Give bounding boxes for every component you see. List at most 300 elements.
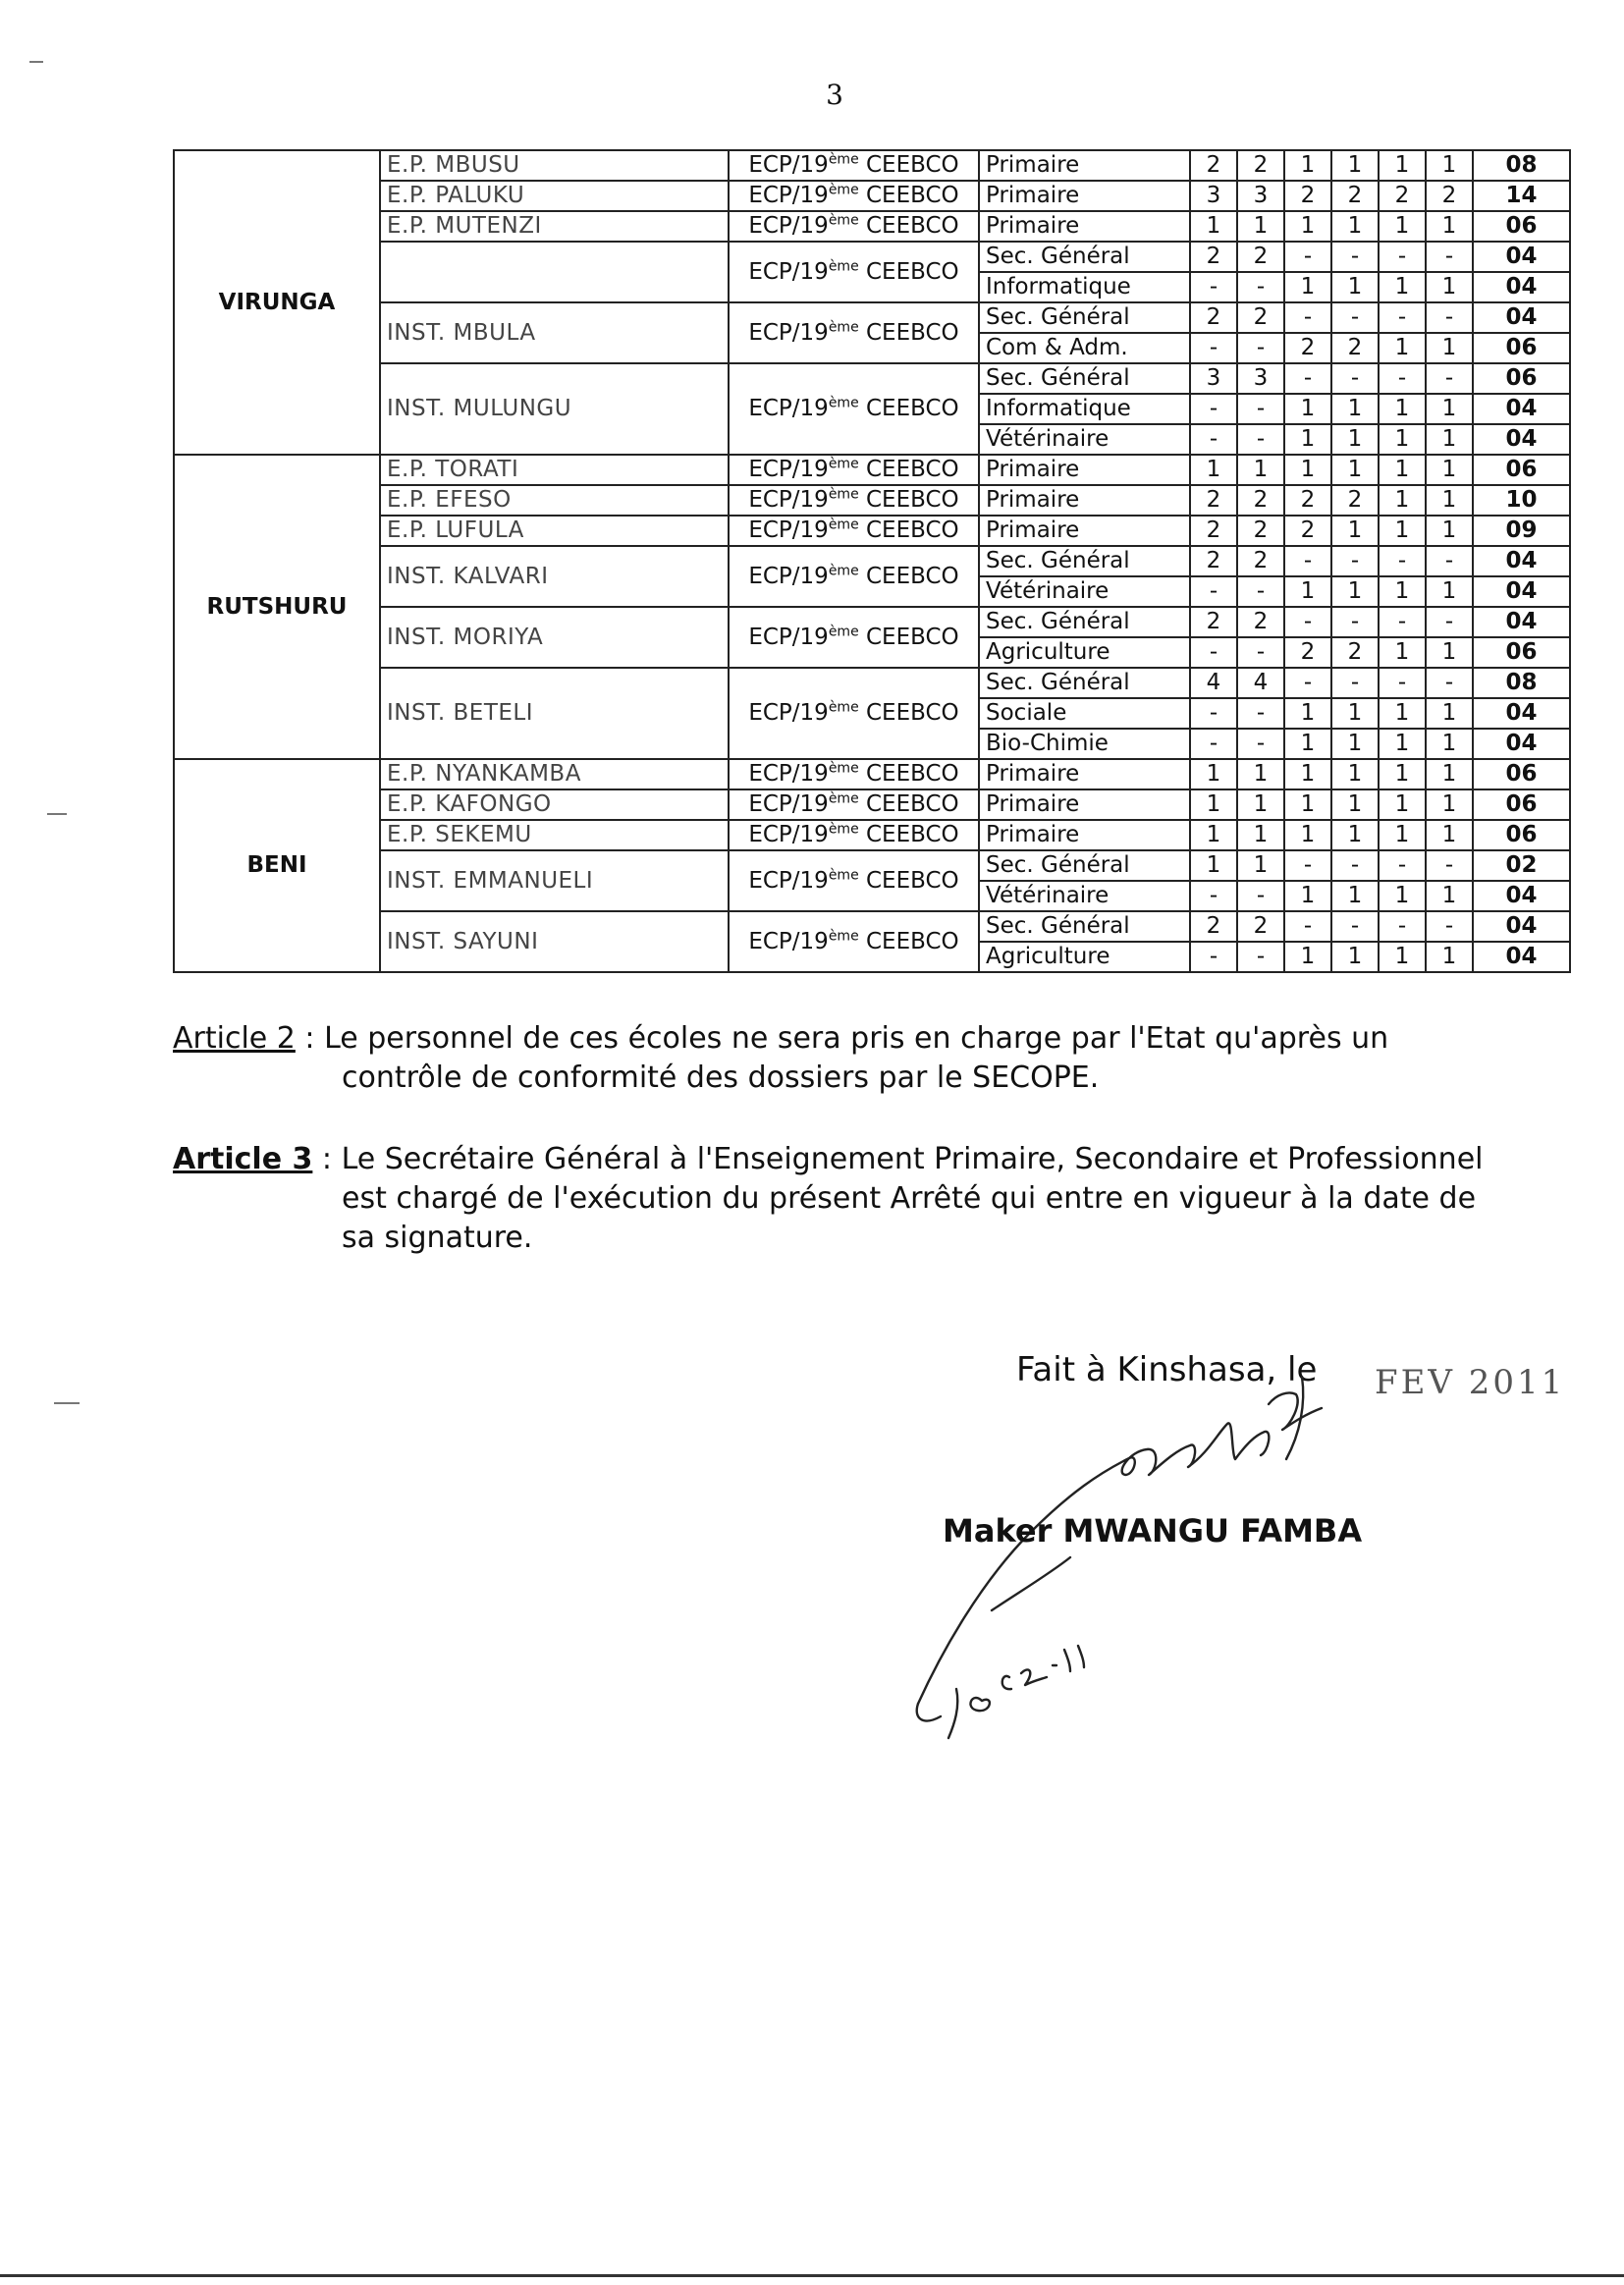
code-suffix: CEEBCO (858, 487, 959, 513)
count-cell: - (1237, 576, 1284, 607)
count-cell: 1 (1284, 820, 1331, 850)
count-cell: 1 (1190, 789, 1237, 820)
article-2-label: Article 2 (173, 1021, 296, 1056)
count-cell: - (1379, 302, 1426, 333)
total-cell: 08 (1473, 150, 1570, 181)
table-row (174, 242, 1570, 272)
count-cell: 2 (1190, 607, 1237, 637)
count-cell: - (1284, 911, 1331, 942)
count-cell: - (1379, 546, 1426, 576)
code-cell (729, 759, 979, 789)
count-cell: 1 (1379, 698, 1426, 729)
count-cell: 2 (1331, 181, 1379, 211)
code-text: ECP/19 (748, 152, 829, 178)
code-superscript: ème (828, 760, 859, 777)
count-cell: 1 (1426, 272, 1473, 302)
code-superscript: ème (828, 395, 859, 411)
total-cell: 06 (1473, 211, 1570, 242)
code-text: ECP/19 (748, 761, 829, 787)
total-cell: 04 (1473, 729, 1570, 759)
count-cell: 1 (1426, 424, 1473, 455)
count-cell: - (1284, 302, 1331, 333)
school-cell: E.P. MBUSU (380, 150, 729, 181)
count-cell: - (1237, 333, 1284, 363)
code-suffix: CEEBCO (858, 258, 959, 285)
count-cell: 2 (1284, 516, 1331, 546)
count-cell: 1 (1426, 698, 1473, 729)
count-cell: - (1237, 394, 1284, 424)
table-row (174, 546, 1570, 576)
table-row (174, 668, 1570, 698)
option-cell: Primaire (979, 820, 1190, 850)
count-cell: - (1331, 242, 1379, 272)
count-cell: - (1426, 546, 1473, 576)
count-cell: 1 (1379, 881, 1426, 911)
total-cell: 04 (1473, 302, 1570, 333)
count-cell: 1 (1331, 759, 1379, 789)
total-cell: 04 (1473, 546, 1570, 576)
code-superscript: ème (828, 699, 859, 716)
school-cell: INST. MBULA (380, 302, 729, 363)
total-cell: 04 (1473, 394, 1570, 424)
count-cell: 1 (1379, 820, 1426, 850)
count-cell: 2 (1190, 150, 1237, 181)
option-cell: Sec. Général (979, 607, 1190, 637)
code-cell (729, 850, 979, 911)
territory-cell: VIRUNGA (174, 150, 380, 455)
count-cell: 1 (1190, 759, 1237, 789)
code-superscript: ème (828, 318, 859, 335)
count-cell: 1 (1284, 150, 1331, 181)
count-cell: 1 (1284, 211, 1331, 242)
count-cell: 4 (1190, 668, 1237, 698)
code-cell (729, 485, 979, 516)
count-cell: 1 (1284, 729, 1331, 759)
school-cell: INST. MULUNGU (380, 363, 729, 455)
count-cell: - (1190, 333, 1237, 363)
count-cell: - (1331, 668, 1379, 698)
option-cell: Primaire (979, 181, 1190, 211)
scan-mark (54, 1402, 80, 1404)
count-cell: 1 (1426, 394, 1473, 424)
signatory-name: Maker MWANGU FAMBA (943, 1512, 1363, 1550)
count-cell: - (1190, 576, 1237, 607)
code-text: ECP/19 (748, 457, 829, 482)
code-suffix: CEEBCO (858, 457, 959, 482)
option-cell: Sec. Général (979, 850, 1190, 881)
school-cell: INST. BETELI (380, 668, 729, 759)
code-suffix: CEEBCO (858, 517, 959, 543)
code-superscript: ème (828, 623, 859, 639)
code-superscript: ème (828, 257, 859, 274)
count-cell: 1 (1331, 698, 1379, 729)
total-cell: 04 (1473, 272, 1570, 302)
count-cell: - (1237, 637, 1284, 668)
count-cell: 1 (1426, 789, 1473, 820)
code-suffix: CEEBCO (858, 213, 959, 239)
option-cell: Sec. Général (979, 911, 1190, 942)
code-suffix: CEEBCO (858, 152, 959, 178)
school-cell: E.P. KAFONGO (380, 789, 729, 820)
table-row (174, 516, 1570, 546)
count-cell: 2 (1284, 181, 1331, 211)
count-cell: - (1379, 607, 1426, 637)
code-suffix: CEEBCO (858, 791, 959, 817)
total-cell: 06 (1473, 455, 1570, 485)
count-cell: 1 (1379, 759, 1426, 789)
option-cell: Informatique (979, 394, 1190, 424)
option-cell: Bio-Chimie (979, 729, 1190, 759)
count-cell: 1 (1331, 576, 1379, 607)
option-cell: Sociale (979, 698, 1190, 729)
total-cell: 06 (1473, 759, 1570, 789)
count-cell: - (1237, 942, 1284, 972)
option-cell: Informatique (979, 272, 1190, 302)
code-cell (729, 181, 979, 211)
count-cell: 1 (1379, 789, 1426, 820)
count-cell: 2 (1190, 242, 1237, 272)
table-row (174, 150, 1570, 181)
count-cell: 1 (1237, 455, 1284, 485)
count-cell: 1 (1379, 516, 1426, 546)
count-cell: 1 (1331, 150, 1379, 181)
code-superscript: ème (828, 866, 859, 883)
count-cell: 1 (1284, 424, 1331, 455)
count-cell: 2 (1237, 150, 1284, 181)
option-cell: Primaire (979, 211, 1190, 242)
code-superscript: ème (828, 486, 859, 503)
count-cell: 1 (1379, 150, 1426, 181)
count-cell: - (1190, 729, 1237, 759)
total-cell: 06 (1473, 637, 1570, 668)
place-date: Fait à Kinshasa, le (1016, 1350, 1318, 1389)
count-cell: 1 (1331, 729, 1379, 759)
count-cell: - (1190, 698, 1237, 729)
school-cell: E.P. EFESO (380, 485, 729, 516)
count-cell: 1 (1426, 150, 1473, 181)
count-cell: - (1426, 850, 1473, 881)
count-cell: 1 (1331, 516, 1379, 546)
school-cell: INST. MORIYA (380, 607, 729, 668)
school-cell: E.P. TORATI (380, 455, 729, 485)
option-cell: Com & Adm. (979, 333, 1190, 363)
count-cell: 2 (1190, 911, 1237, 942)
count-cell: 2 (1284, 637, 1331, 668)
count-cell: 1 (1331, 272, 1379, 302)
count-cell: - (1237, 272, 1284, 302)
school-cell: E.P. PALUKU (380, 181, 729, 211)
school-cell: E.P. NYANKAMBA (380, 759, 729, 789)
count-cell: - (1284, 850, 1331, 881)
school-cell: E.P. LUFULA (380, 516, 729, 546)
count-cell: 1 (1379, 333, 1426, 363)
count-cell: 1 (1426, 942, 1473, 972)
code-superscript: ème (828, 562, 859, 578)
count-cell: - (1237, 698, 1284, 729)
code-text: ECP/19 (748, 319, 829, 346)
count-cell: 2 (1237, 607, 1284, 637)
count-cell: 1 (1379, 729, 1426, 759)
code-cell (729, 911, 979, 972)
code-suffix: CEEBCO (858, 319, 959, 346)
count-cell: 1 (1284, 881, 1331, 911)
count-cell: - (1379, 363, 1426, 394)
count-cell: 2 (1331, 333, 1379, 363)
option-cell: Primaire (979, 455, 1190, 485)
code-text: ECP/19 (748, 396, 829, 421)
count-cell: - (1331, 363, 1379, 394)
count-cell: - (1331, 850, 1379, 881)
count-cell: - (1426, 668, 1473, 698)
count-cell: 4 (1237, 668, 1284, 698)
code-suffix: CEEBCO (858, 928, 959, 954)
article-3-line-1: Le Secrétaire Général à l'Enseignement Primaire, Secondaire et Professionnel (341, 1142, 1484, 1176)
count-cell: 1 (1284, 272, 1331, 302)
school-cell: INST. KALVARI (380, 546, 729, 607)
option-cell: Primaire (979, 485, 1190, 516)
article-3-line-3: sa signature. (342, 1221, 533, 1255)
code-suffix: CEEBCO (858, 183, 959, 208)
count-cell: 1 (1284, 759, 1331, 789)
school-cell: INST. EMMANUELI (380, 850, 729, 911)
count-cell: 1 (1379, 211, 1426, 242)
count-cell: 1 (1331, 942, 1379, 972)
count-cell: - (1190, 394, 1237, 424)
code-text: ECP/19 (748, 517, 829, 543)
count-cell: 3 (1190, 363, 1237, 394)
table-row (174, 820, 1570, 850)
count-cell: - (1284, 607, 1331, 637)
option-cell: Vétérinaire (979, 881, 1190, 911)
count-cell: 1 (1237, 850, 1284, 881)
code-text: ECP/19 (748, 624, 829, 650)
article-2-line-1: Le personnel de ces écoles ne sera pris en charge par l'Etat qu'après un (324, 1021, 1389, 1056)
count-cell: - (1426, 607, 1473, 637)
count-cell: 2 (1331, 637, 1379, 668)
option-cell: Sec. Général (979, 302, 1190, 333)
count-cell: - (1331, 607, 1379, 637)
count-cell: - (1190, 424, 1237, 455)
count-cell: 1 (1190, 850, 1237, 881)
count-cell: 1 (1379, 455, 1426, 485)
code-cell (729, 455, 979, 485)
count-cell: 1 (1426, 637, 1473, 668)
option-cell: Primaire (979, 150, 1190, 181)
count-cell: 1 (1331, 881, 1379, 911)
table-row (174, 850, 1570, 881)
count-cell: 2 (1284, 333, 1331, 363)
count-cell: 1 (1284, 394, 1331, 424)
option-cell: Primaire (979, 759, 1190, 789)
code-cell (729, 789, 979, 820)
count-cell: 1 (1426, 759, 1473, 789)
scan-mark (29, 61, 43, 63)
count-cell: 1 (1190, 455, 1237, 485)
count-cell: - (1426, 302, 1473, 333)
count-cell: 2 (1237, 546, 1284, 576)
count-cell: 1 (1426, 333, 1473, 363)
total-cell: 08 (1473, 668, 1570, 698)
article-3-label: Article 3 (173, 1142, 313, 1176)
option-cell: Vétérinaire (979, 424, 1190, 455)
code-suffix: CEEBCO (858, 563, 959, 589)
count-cell: 1 (1331, 394, 1379, 424)
count-cell: - (1426, 363, 1473, 394)
count-cell: 2 (1190, 485, 1237, 516)
count-cell: 1 (1331, 820, 1379, 850)
option-cell: Agriculture (979, 942, 1190, 972)
count-cell: 3 (1237, 181, 1284, 211)
option-cell: Vétérinaire (979, 576, 1190, 607)
count-cell: 2 (1237, 516, 1284, 546)
count-cell: 1 (1379, 485, 1426, 516)
code-text: ECP/19 (748, 700, 829, 726)
table-row (174, 455, 1570, 485)
code-superscript: ème (828, 212, 859, 229)
count-cell: - (1190, 942, 1237, 972)
article-3-separator: : (312, 1142, 342, 1176)
signature (903, 1365, 1375, 1748)
code-suffix: CEEBCO (858, 822, 959, 847)
count-cell: - (1379, 668, 1426, 698)
code-text: ECP/19 (748, 928, 829, 954)
table-row (174, 759, 1570, 789)
count-cell: 1 (1331, 211, 1379, 242)
table-row (174, 302, 1570, 333)
count-cell: 2 (1190, 546, 1237, 576)
total-cell: 09 (1473, 516, 1570, 546)
schools-table (173, 149, 1571, 973)
count-cell: 2 (1237, 302, 1284, 333)
count-cell: - (1284, 363, 1331, 394)
code-text: ECP/19 (748, 183, 829, 208)
total-cell: 10 (1473, 485, 1570, 516)
code-suffix: CEEBCO (858, 396, 959, 421)
option-cell: Sec. Général (979, 242, 1190, 272)
total-cell: 04 (1473, 576, 1570, 607)
code-superscript: ème (828, 927, 859, 944)
count-cell: 1 (1284, 942, 1331, 972)
count-cell: - (1331, 911, 1379, 942)
total-cell: 02 (1473, 850, 1570, 881)
code-suffix: CEEBCO (858, 700, 959, 726)
count-cell: 1 (1331, 424, 1379, 455)
table-row (174, 211, 1570, 242)
count-cell: 1 (1331, 455, 1379, 485)
count-cell: 1 (1426, 820, 1473, 850)
count-cell: - (1237, 424, 1284, 455)
scan-mark (47, 813, 67, 815)
total-cell: 04 (1473, 607, 1570, 637)
count-cell: 2 (1237, 485, 1284, 516)
total-cell: 04 (1473, 424, 1570, 455)
count-cell: - (1379, 242, 1426, 272)
table-row (174, 181, 1570, 211)
count-cell: - (1190, 881, 1237, 911)
code-superscript: ème (828, 790, 859, 807)
total-cell: 06 (1473, 333, 1570, 363)
total-cell: 04 (1473, 242, 1570, 272)
code-cell (729, 242, 979, 302)
code-cell (729, 150, 979, 181)
code-suffix: CEEBCO (858, 761, 959, 787)
count-cell: 1 (1284, 789, 1331, 820)
count-cell: 1 (1284, 576, 1331, 607)
article-2 (173, 1019, 1388, 1098)
school-cell: E.P. SEKEMU (380, 820, 729, 850)
table-row (174, 911, 1570, 942)
count-cell: 3 (1190, 181, 1237, 211)
article-2-line-2: contrôle de conformité des dossiers par le SECOPE. (342, 1061, 1100, 1095)
code-suffix: CEEBCO (858, 624, 959, 650)
count-cell: 2 (1426, 181, 1473, 211)
count-cell: 1 (1331, 789, 1379, 820)
code-cell (729, 516, 979, 546)
count-cell: 1 (1379, 576, 1426, 607)
count-cell: 1 (1190, 211, 1237, 242)
total-cell: 06 (1473, 789, 1570, 820)
code-text: ECP/19 (748, 563, 829, 589)
count-cell: 1 (1379, 424, 1426, 455)
count-cell: 2 (1331, 485, 1379, 516)
count-cell: 2 (1379, 181, 1426, 211)
count-cell: 1 (1284, 698, 1331, 729)
code-text: ECP/19 (748, 213, 829, 239)
count-cell: - (1237, 881, 1284, 911)
schools-table-body (174, 150, 1570, 972)
school-cell: INST. SAYUNI (380, 911, 729, 972)
code-suffix: CEEBCO (858, 867, 959, 894)
count-cell: 1 (1379, 942, 1426, 972)
total-cell: 06 (1473, 820, 1570, 850)
total-cell: 14 (1473, 181, 1570, 211)
option-cell: Sec. Général (979, 363, 1190, 394)
count-cell: 1 (1379, 637, 1426, 668)
count-cell: 2 (1190, 302, 1237, 333)
article-2-separator: : (295, 1021, 325, 1056)
count-cell: - (1284, 242, 1331, 272)
code-superscript: ème (828, 517, 859, 533)
count-cell: 1 (1426, 576, 1473, 607)
count-cell: 2 (1190, 516, 1237, 546)
article-3-line-2: est chargé de l'exécution du présent Arrêté qui entre en vigueur à la date de (342, 1181, 1477, 1216)
table-row (174, 485, 1570, 516)
count-cell: - (1379, 911, 1426, 942)
code-text: ECP/19 (748, 258, 829, 285)
count-cell: - (1190, 637, 1237, 668)
option-cell: Sec. Général (979, 546, 1190, 576)
count-cell: 1 (1426, 881, 1473, 911)
total-cell: 04 (1473, 698, 1570, 729)
code-cell (729, 302, 979, 363)
count-cell: - (1331, 302, 1379, 333)
code-text: ECP/19 (748, 822, 829, 847)
count-cell: 1 (1379, 272, 1426, 302)
count-cell: 1 (1426, 455, 1473, 485)
option-cell: Sec. Général (979, 668, 1190, 698)
territory-cell: BENI (174, 759, 380, 972)
count-cell: - (1237, 729, 1284, 759)
table-row (174, 363, 1570, 394)
code-cell (729, 546, 979, 607)
total-cell: 04 (1473, 881, 1570, 911)
count-cell: 1 (1284, 455, 1331, 485)
code-text: ECP/19 (748, 487, 829, 513)
count-cell: - (1379, 850, 1426, 881)
count-cell: 1 (1426, 729, 1473, 759)
code-superscript: ème (828, 821, 859, 838)
code-cell (729, 607, 979, 668)
